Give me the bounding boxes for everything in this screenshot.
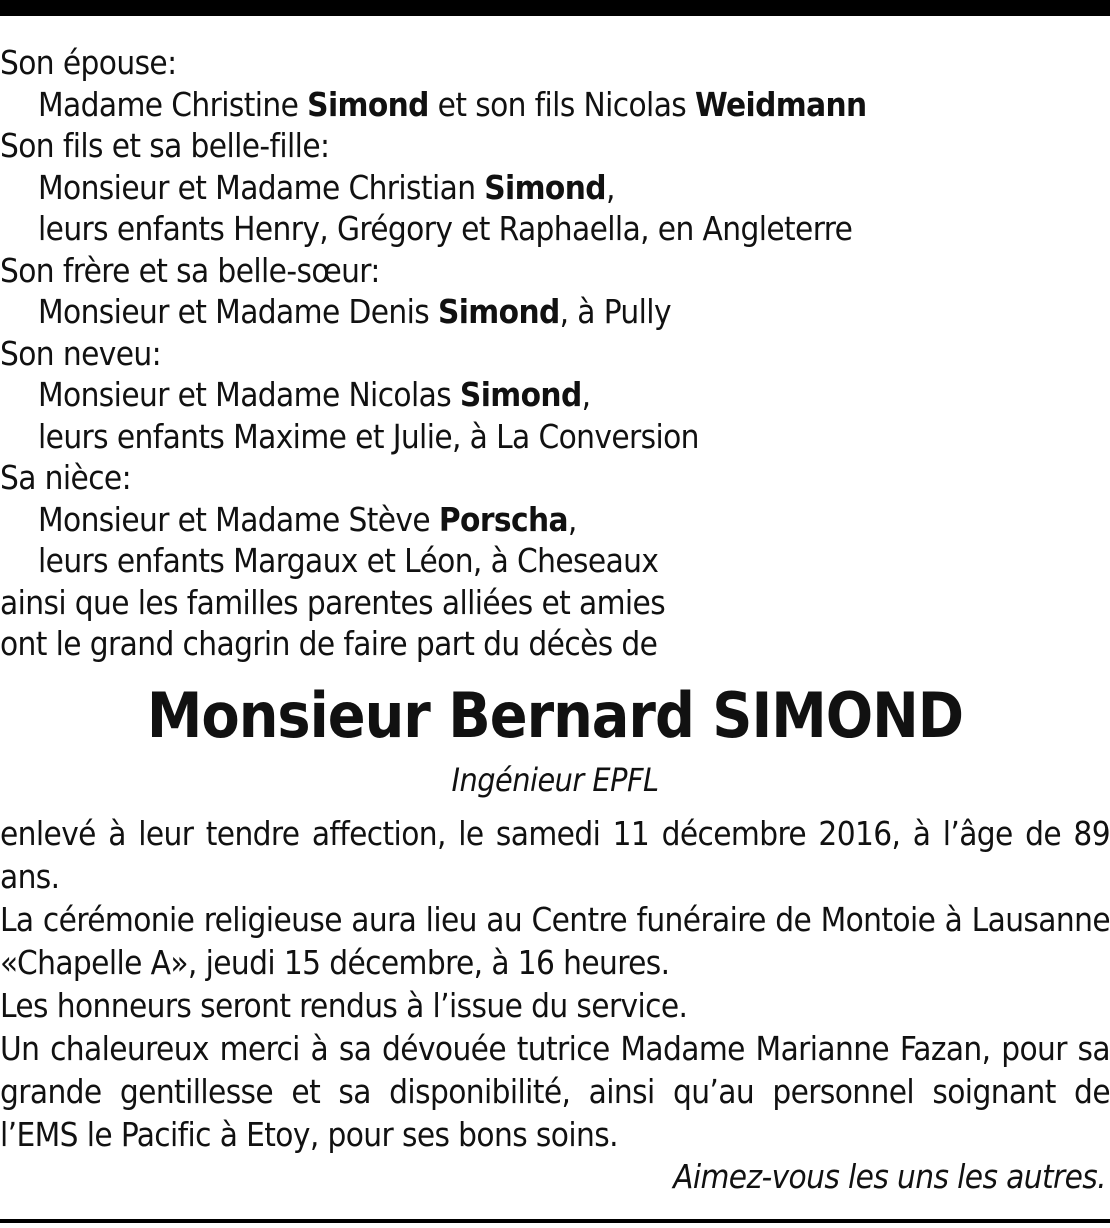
deceased-name: Monsieur Bernard SIMOND (146, 679, 964, 752)
announcement-line: ont le grand chagrin de faire part du décès de (0, 624, 658, 663)
surname: Simond (437, 292, 560, 331)
son-line: Monsieur et Madame Christian Simond, (38, 167, 615, 207)
niece-line: Monsieur et Madame Stève Porscha, (38, 499, 577, 539)
brother-line: Monsieur et Madame Denis Simond, à Pully (38, 292, 671, 331)
surname: Weidmann (695, 84, 867, 124)
niece-heading: Sa nièce: (0, 458, 132, 497)
relatives-line: ainsi que les familles parentes alliées et amies (0, 582, 666, 622)
family-list (0, 42, 1110, 665)
top-rule (0, 0, 1110, 16)
surname: Porscha (438, 499, 568, 539)
surname: Simond (484, 167, 606, 207)
thanks-paragraph: Un chaleureux merci à sa dévouée tutrice Madame Marianne Fazan, pour sa grande gentillesse et sa disponibilité, ainsi qu’au personnel soignant de l’EMS le Pacific à Etoy, pour ses bons soins. (0, 1029, 1110, 1154)
closing-quote: Aimez-vous les uns les autres. (673, 1157, 1106, 1196)
son-heading: Son fils et sa belle-fille: (0, 126, 330, 165)
son-children-line: leurs enfants Henry, Grégory et Raphaella, en Angleterre (38, 209, 853, 248)
niece-children-line: leurs enfants Margaux et Léon, à Cheseaux (38, 541, 659, 580)
ceremony-paragraph: La cérémonie religieuse aura lieu au Centre funéraire de Montoie à Lausanne «Chapelle A», jeudi 15 décembre, à 16 heures. (0, 900, 1110, 982)
death-date-paragraph: enlevé à leur tendre affection, le samedi 11 décembre 2016, à l’âge de 89 ans. (0, 814, 1110, 896)
bottom-rule (0, 1219, 1110, 1223)
nephew-children-line: leurs enfants Maxime et Julie, à La Conversion (38, 416, 699, 456)
honours-paragraph: Les honneurs seront rendus à l’issue du service. (0, 986, 688, 1025)
details-block (0, 812, 1110, 1156)
nephew-heading: Son neveu: (0, 333, 162, 373)
surname: Simond (307, 84, 429, 124)
deceased-profession: Ingénieur EPFL (451, 761, 659, 799)
spouse-line: Madame Christine Simond et son fils Nicolas Weidmann (38, 84, 867, 124)
surname: Simond (459, 375, 582, 414)
brother-heading: Son frère et sa belle-sœur: (0, 250, 380, 290)
spouse-heading: Son épouse: (0, 43, 177, 82)
nephew-line: Monsieur et Madame Nicolas Simond, (38, 375, 591, 414)
